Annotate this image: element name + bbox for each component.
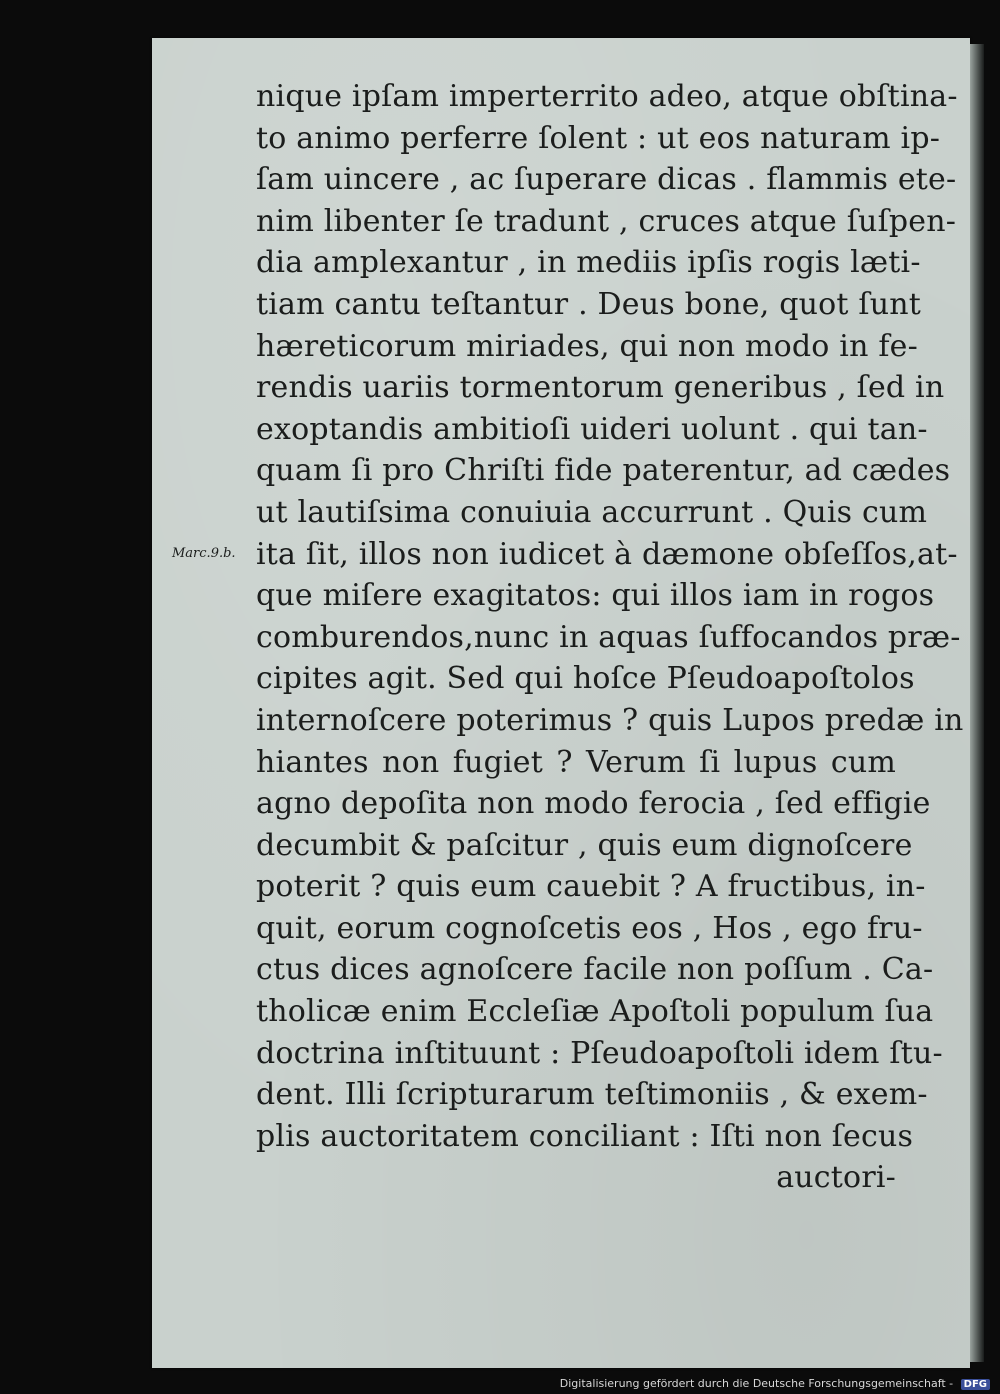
text-line: ut lautiſsima conuiuia accurrunt . Quis cum [256,494,928,530]
text-line: exoptandis ambitioſi uideri uolunt . qui tan- [256,411,928,447]
credit-text: Digitalisierung gefördert durch die Deutsche Forschungsgemeinschaft - [559,1377,954,1390]
text-line: ſam uincere , ac ſuperare dicas . flammis ete- [256,162,957,198]
text-line: tholicæ enim Eccleſiæ Apoſtoli populum ſua [256,994,934,1030]
text-line: doctrina inſtituunt : Pſeudoapoſtoli idem ſtu- [256,1035,943,1071]
text-line: ctus dices agnoſcere facile non poſſum . Ca- [256,952,934,988]
text-line: dent. Illi ſcripturarum teſtimoniis , & exem- [256,1077,928,1113]
text-line: decumbit & paſcitur , quis eum dignoſcere [256,827,913,863]
text-line: hæreticorum miriades, qui non modo in fe- [256,328,918,364]
text-line: hiantes non fugiet ? Verum ſi lupus cum [256,744,896,780]
text-line: rendis uariis tormentorum generibus , ſed in [256,370,945,406]
text-line: ita ſit, illos non iudicet à dæmone obſeſſos,at- [256,536,958,572]
digitization-credit [0,1377,990,1390]
text-line: quit, eorum cognoſcetis eos , Hos , ego fru- [256,910,923,946]
text-line: nique ipſam imperterrito adeo, atque obſtina- [256,79,958,114]
body-text-block [256,76,964,1199]
text-line: dia amplexantur , in mediis ipſis rogis læti- [256,245,921,281]
text-line: poterit ? quis eum cauebit ? A fructibus, in- [256,869,926,905]
text-line: agno depoſita non modo ferocia , ſed effigie [256,786,931,822]
text-line: cipites agit. Sed qui hoſce Pſeudoapoſtolos [256,661,915,697]
dfg-logo: DFG [961,1379,990,1390]
catchword: auctori- [776,1160,896,1196]
text-line: quam ſi pro Chriſti fide paterentur, ad cædes [256,453,951,489]
text-line: nim libenter ſe tradunt , cruces atque ſuſpen- [256,203,957,239]
marginal-reference-note: Marc.9.b. [172,546,236,561]
text-line: tiam cantu teſtantur . Deus bone, quot ſunt [256,286,921,322]
text-line: to animo perferre ſolent : ut eos naturam ip- [256,120,941,156]
text-line: que miſere exagitatos: qui illos iam in rogos [256,578,935,614]
text-line: internoſcere poterimus ? quis Lupos predæ in [256,702,964,738]
text-line: plis auctoritatem conciliant : Iſti non ſecus [256,1118,914,1154]
page-edge-shadow [970,44,984,1362]
text-line: comburendos,nunc in aquas ſuffocandos præ- [256,619,961,655]
